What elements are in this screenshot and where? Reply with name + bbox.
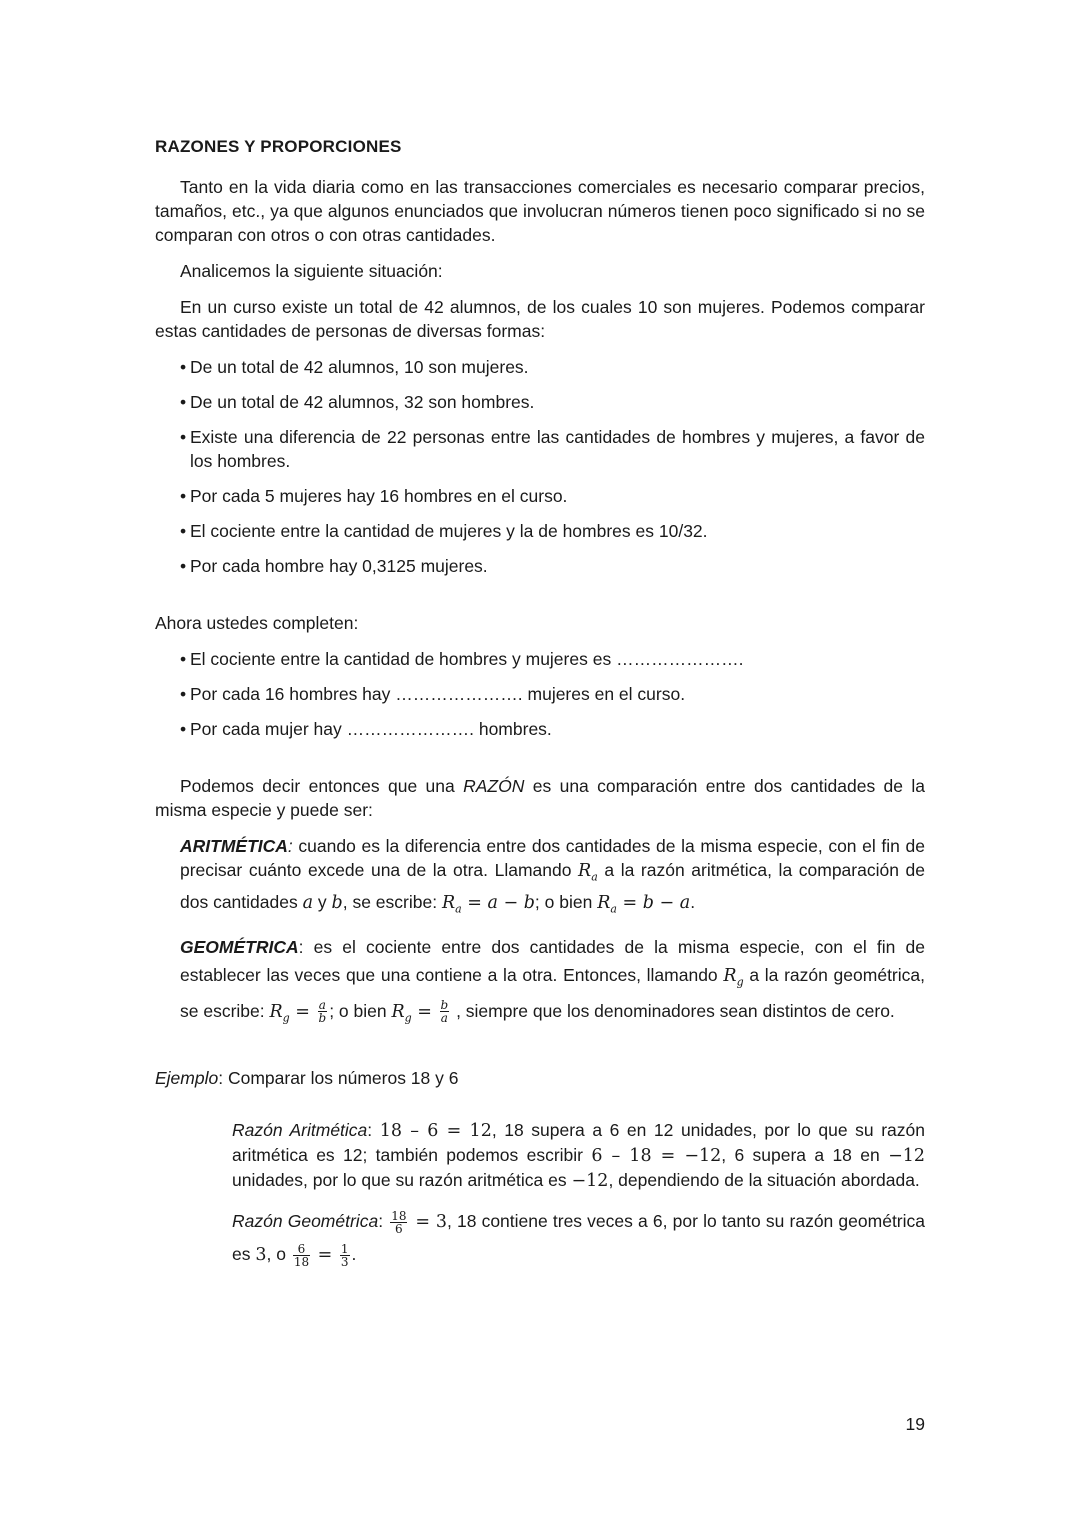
- intro-paragraph: Tanto en la vida diaria como en las transacciones comerciales es necesario comparar precios, tamaños, etc., ya que algunos enunciados que involucran números tienen poco significado si no se comparan con otros o con otras cantidades.: [155, 177, 925, 245]
- razon-term: RAZÓN: [463, 776, 525, 796]
- fraction-6-over-18: $\frac{6}{18}$: [293, 1241, 310, 1269]
- fill-blank[interactable]: ………………….: [616, 649, 744, 669]
- complete-heading: Ahora ustedes completen:: [155, 613, 359, 633]
- razon-geometrica-example: Razón Geométrica: $\frac{18}{6}$ = 3, 18 contiene tres veces a 6, por lo tanto su razón geométrica es 3, o $\frac{6}{18}$ = $\frac{1}{3}$ .: [232, 1208, 925, 1269]
- example-heading: Ejemplo: Comparar los números 18 y 6: [155, 1068, 459, 1088]
- document-page: [155, 130, 925, 1283]
- razon-definition: Podemos decir entonces que una RAZÓN es una comparación entre dos cantidades de la misma especie y puede ser:: [155, 776, 926, 820]
- fraction-b-over-a: $\frac{b}{a}$: [440, 998, 449, 1026]
- situation-paragraph: En un curso existe un total de 42 alumnos, de los cuales 10 son mujeres. Podemos comparar estas cantidades de personas de diversas formas:: [155, 297, 925, 341]
- analyze-paragraph: Analicemos la siguiente situación:: [180, 261, 443, 281]
- list-item: • El cociente entre la cantidad de hombres y mujeres es ………………….: [180, 647, 925, 671]
- fraction-18-over-6: $\frac{18}{6}$: [391, 1208, 407, 1236]
- razon-aritmetica-example: Razón Aritmética: 18 – 6 = 12, 18 supera a 6 en 12 unidades, por lo que su razón aritmética es 12; también podemos escribir 6 – 18 = −12, 6 supera a 18 en −12 unidades, por lo que su razón aritmética es −12, dependiendo de la situación abordada.: [232, 1120, 925, 1191]
- list-item: • Por cada mujer hay …………………. hombres.: [180, 717, 925, 741]
- aritmetica-definition: ARITMÉTICA: cuando es la diferencia entre dos cantidades de la misma especie, con el fin de precisar cuánto excede una de la otra. Llamando $R_a$ a la razón aritmética, la comparación de dos cantidades a y b, se escribe: $R_a = a - b$; o bien $R_a = b - a$.: [180, 836, 925, 915]
- comparison-list: [155, 355, 925, 578]
- list-item: • Por cada 5 mujeres hay 16 hombres en el curso.: [180, 484, 925, 508]
- fill-blank[interactable]: ………………….: [346, 719, 474, 739]
- list-item: • Existe una diferencia de 22 personas entre las cantidades de hombres y mujeres, a favor de los hombres.: [180, 425, 925, 473]
- fraction-a-over-b: $\frac{a}{b}$: [318, 998, 327, 1026]
- geometrica-definition: GEOMÉTRICA: es el cociente entre dos cantidades de la misma especie, con el fin de establecer las veces que una contiene a la otra. Entonces, llamando $R_g$ a la razón geométrica, se escribe: $R_g$ = $\frac{a}{b}$ ; o bien $R_g$ = $\frac{b}{a}$ , siempre que los denominadores sean distintos de cero.: [180, 937, 925, 1026]
- list-item: • De un total de 42 alumnos, 32 son hombres.: [180, 390, 925, 414]
- list-item: • Por cada 16 hombres hay …………………. mujeres en el curso.: [180, 682, 925, 706]
- list-item: • El cociente entre la cantidad de mujeres y la de hombres es 10/32.: [180, 519, 925, 543]
- complete-list: [155, 647, 925, 741]
- page-title: RAZONES Y PROPORCIONES: [155, 137, 402, 156]
- example-block: [155, 1118, 925, 1271]
- fraction-1-over-3: $\frac{1}{3}$: [340, 1241, 349, 1269]
- geometrica-term: GEOMÉTRICA: [180, 937, 299, 957]
- list-item: • Por cada hombre hay 0,3125 mujeres.: [180, 554, 925, 578]
- list-item: • De un total de 42 alumnos, 10 son mujeres.: [180, 355, 925, 379]
- aritmetica-term: ARITMÉTICA: [180, 836, 288, 856]
- fill-blank[interactable]: ………………….: [395, 684, 523, 704]
- page-number: 19: [905, 1414, 925, 1434]
